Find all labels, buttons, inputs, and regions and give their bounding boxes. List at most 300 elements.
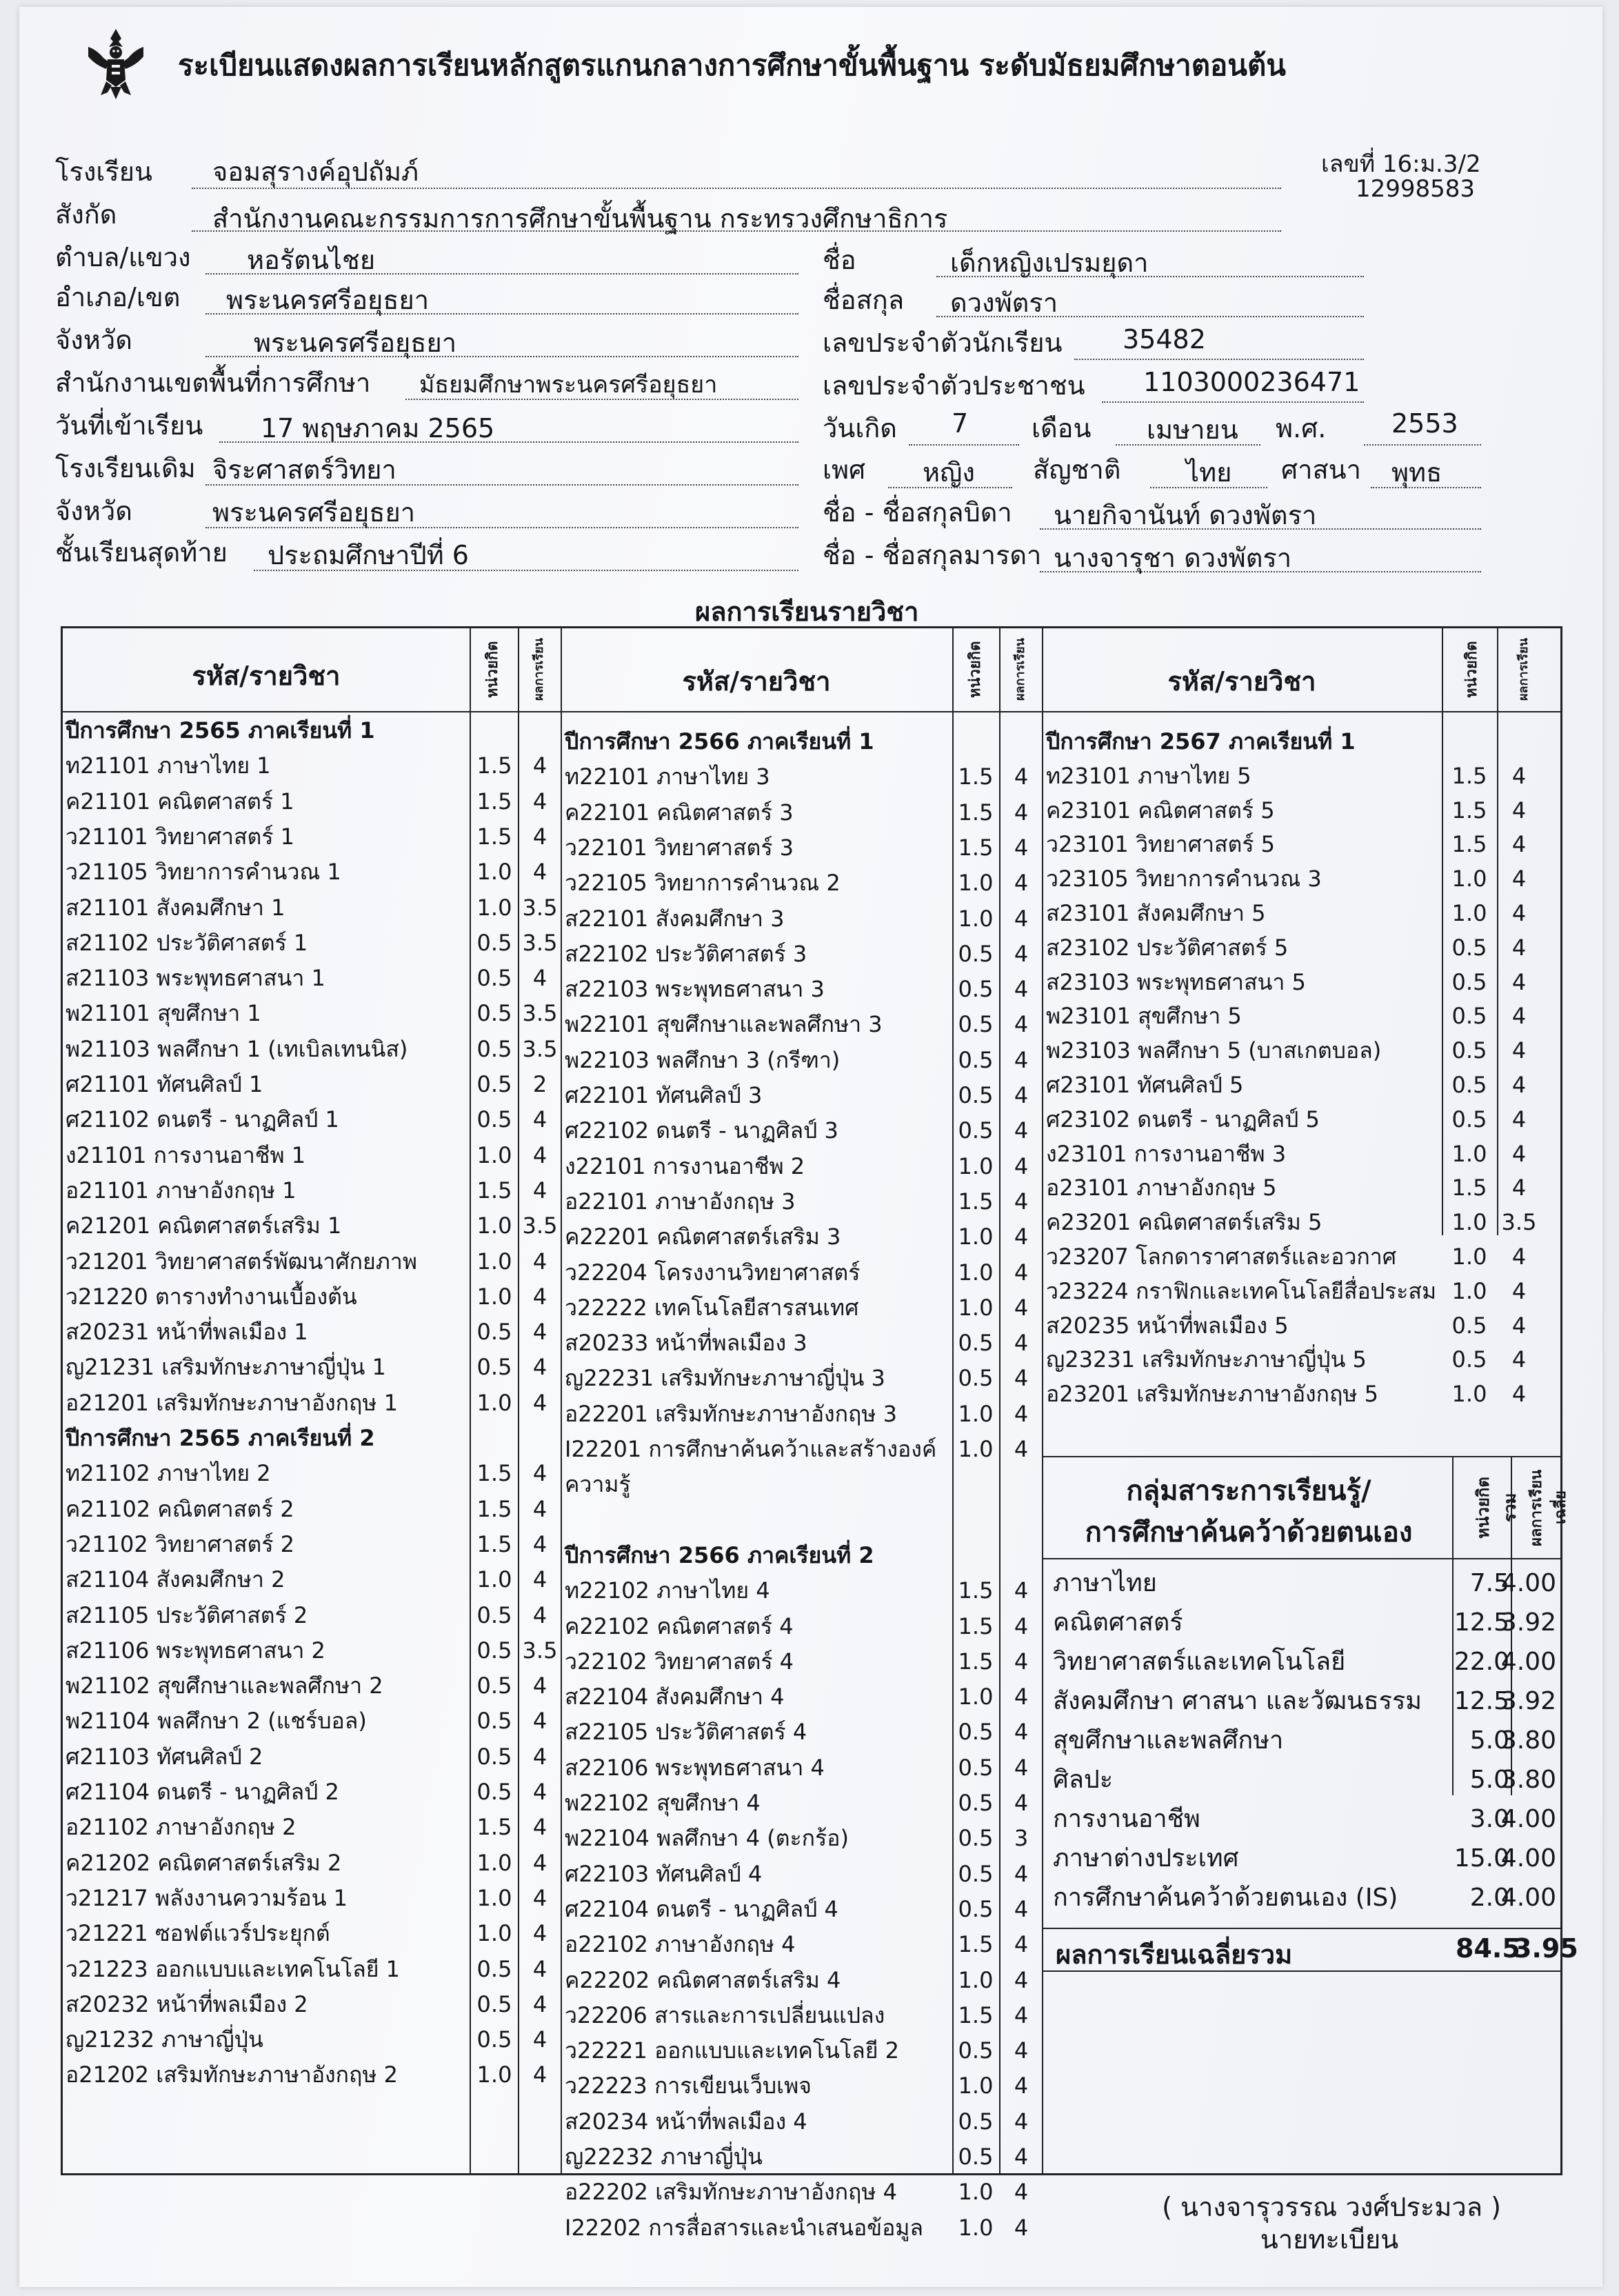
credit-value: 0.5 <box>476 1990 512 2017</box>
grade-value: 4 <box>1014 1330 1029 1357</box>
subject-name: ว22101 วิทยาศาสตร์ 3 <box>565 834 794 861</box>
grade-value: 4 <box>532 1601 547 1628</box>
grade-value: 4 <box>532 1106 547 1133</box>
grade-value: 4 <box>532 1530 547 1557</box>
subject-name: ส21102 ประวัติศาสตร์ 1 <box>66 929 308 956</box>
grade-value: 4 <box>532 1779 547 1805</box>
subject-name: ค22201 คณิตศาสตร์เสริม 3 <box>565 1224 841 1250</box>
grade-value: 4 <box>532 859 547 886</box>
grade-value: 4 <box>1014 1684 1029 1710</box>
subject-row <box>565 2175 1042 2208</box>
district-value: พระนครศรีอยุธยา <box>226 285 430 315</box>
credit-value: 0.5 <box>1451 1106 1487 1132</box>
credit-value: 0.5 <box>476 1637 512 1664</box>
subject-name: ค22102 คณิตศาสตร์ 4 <box>565 1613 794 1639</box>
subject-row <box>565 831 1042 864</box>
credit-value: 1.5 <box>958 1931 994 1958</box>
subject-name: ส22105 ประวัติศาสตร์ 4 <box>565 1719 807 1746</box>
grade-value: 4 <box>1014 1577 1029 1604</box>
subject-row <box>66 749 561 782</box>
subject-row <box>565 1610 1042 1643</box>
grade-value: 4 <box>532 2026 547 2053</box>
grade-value: 3.5 <box>522 1637 558 1664</box>
subject-name: พ23103 พลศึกษา 5 (บาสเกตบอล) <box>1046 1037 1382 1064</box>
nationality-value: ไทย <box>1186 457 1232 488</box>
credit-value: 0.5 <box>958 1790 994 1816</box>
groups-credit-header: หน่วยกิตรวม <box>1474 1477 1520 1539</box>
semester-heading: ปีการศึกษา 2567 ภาคเรียนที่ 1 <box>1046 728 1356 755</box>
grade-value: 4 <box>532 1354 547 1381</box>
subject-name: ศ22103 ทัศนศิลป์ 4 <box>565 1860 763 1887</box>
subject-row <box>66 2023 561 2056</box>
subject-name: ง23101 การงานอาชีพ 3 <box>1046 1140 1287 1167</box>
group-average: 4.00 <box>1500 1569 1556 1597</box>
subject-row <box>66 1457 561 1490</box>
grade-value: 4 <box>532 1708 547 1735</box>
subject-row <box>66 1386 561 1419</box>
group-row <box>1053 1761 1556 1799</box>
subject-name: ท22102 ภาษาไทย 4 <box>565 1577 770 1604</box>
credit-value: 0.5 <box>958 2037 994 2064</box>
group-credit: 12.5 <box>1454 1608 1509 1637</box>
grade-value: 4 <box>532 788 547 815</box>
subject-row <box>565 1786 1042 1819</box>
subject-row <box>66 2058 561 2091</box>
garuda-emblem <box>83 26 149 102</box>
subject-row <box>66 891 561 924</box>
subject-name: ว21102 วิทยาศาสตร์ 2 <box>66 1530 295 1557</box>
subject-row <box>66 1988 561 2021</box>
subject-row <box>66 1563 561 1596</box>
credit-value: 1.5 <box>958 1188 994 1215</box>
credit-value: 1.0 <box>476 1212 512 1239</box>
credit-value: 0.5 <box>1451 1072 1487 1098</box>
subject-name: ศ21101 ทัศนศิลป์ 1 <box>66 1071 263 1097</box>
subject-name: อ21102 ภาษาอังกฤษ 2 <box>66 1814 296 1841</box>
subject-row <box>1046 1343 1540 1376</box>
grade-value: 4 <box>1014 2073 1029 2099</box>
affiliation-value: สำนักงานคณะกรรมการการศึกษาขั้นพื้นฐาน กระทรวงศึกษาธิการ <box>212 203 948 234</box>
group-name: ภาษาต่างประเทศ <box>1053 1844 1239 1873</box>
grade-value: 4 <box>1014 2144 1029 2170</box>
subject-name: ญ21232 ภาษาญี่ปุ่น <box>66 2026 263 2053</box>
grade-value: 4 <box>1014 2179 1029 2206</box>
serial-number: 12998583 <box>1356 175 1476 203</box>
subject-name: พ21102 สุขศึกษาและพลศึกษา 2 <box>66 1673 383 1699</box>
grade-value: 4 <box>1014 1152 1029 1179</box>
birth-year-value: 2553 <box>1391 408 1458 439</box>
subject-row <box>66 1810 561 1844</box>
name-label: ชื่อ <box>823 245 856 275</box>
credit-value: 1.5 <box>476 752 512 779</box>
subject-name: ว21101 วิทยาศาสตร์ 1 <box>66 823 295 850</box>
group-credit: 22.0 <box>1454 1648 1509 1676</box>
grade-value: 4 <box>1014 2108 1029 2135</box>
credit-value: 1.0 <box>476 1389 512 1416</box>
subject-row <box>1046 1068 1540 1101</box>
group-name: วิทยาศาสตร์และเทคโนโลยี <box>1053 1648 1346 1676</box>
prev-school-value: จิระศาสตร์วิทยา <box>212 455 396 485</box>
credit-value: 1.0 <box>1451 1209 1487 1236</box>
subject-row <box>565 937 1042 970</box>
grade-value: 4 <box>1511 1175 1527 1201</box>
total-average: 3.95 <box>1514 1933 1578 1964</box>
credit-value: 0.5 <box>958 1860 994 1887</box>
grade-value: 4 <box>532 1495 547 1522</box>
subject-row <box>1046 725 1540 758</box>
subject-row <box>565 1999 1042 2032</box>
registrar-role: นายทะเบียน <box>1260 2224 1399 2255</box>
subject-name: ค21102 คณิตศาสตร์ 2 <box>66 1495 294 1522</box>
subject-row <box>66 1103 561 1136</box>
credit-value: 1.0 <box>958 1224 994 1250</box>
credit-value: 1.5 <box>1451 762 1487 789</box>
subject-row <box>66 1280 561 1313</box>
credit-value: 1.5 <box>1451 1175 1487 1201</box>
subject-name: ญ22232 ภาษาญี่ปุ่น <box>565 2144 763 2170</box>
subject-row <box>66 1704 561 1737</box>
mother-label: ชื่อ - ชื่อสกุลมารดา <box>823 540 1042 570</box>
subject-name: ว21105 วิทยาการคำนวณ 1 <box>66 859 341 886</box>
subject-name: ว23207 โลกดาราศาสตร์และอวกาศ <box>1046 1244 1397 1270</box>
credit-value: 0.5 <box>1451 1037 1487 1064</box>
credit-value: 1.0 <box>476 1884 512 1911</box>
credit-value: 0.5 <box>476 1071 512 1097</box>
subject-name: ท21102 ภาษาไทย 2 <box>66 1460 271 1487</box>
group-average: 3.80 <box>1500 1766 1556 1794</box>
credit-value: 1.0 <box>476 859 512 886</box>
grade-value: 4 <box>1014 2001 1029 2028</box>
subject-row <box>1046 1240 1540 1273</box>
subject-row <box>66 1528 561 1561</box>
credit-value: 0.5 <box>958 1330 994 1357</box>
credit-value: 1.0 <box>958 2179 994 2206</box>
group-credit: 5.0 <box>1469 1726 1509 1755</box>
registrar-name: ( นางจารุวรรณ วงศ์ประมวล ) <box>1162 2192 1501 2222</box>
birth-day-label: วันเกิด <box>823 413 897 443</box>
credit-value: 1.0 <box>958 1152 994 1179</box>
subject-name: ศ23101 ทัศนศิลป์ 5 <box>1046 1072 1244 1098</box>
grade-value: 4 <box>1511 1140 1527 1167</box>
sex-value: หญิง <box>923 457 975 488</box>
subject-row <box>1046 1377 1540 1410</box>
subject-row <box>565 1504 1042 1537</box>
subject-row <box>66 961 561 995</box>
group-credit: 7.5 <box>1469 1569 1509 1597</box>
document-number: เลขที่ 16:ม.3/2 <box>1321 150 1481 178</box>
nationality-label: สัญชาติ <box>1033 455 1121 485</box>
subject-name: ส22106 พระพุทธศาสนา 4 <box>565 1754 825 1781</box>
grade-value: 4 <box>1014 1931 1029 1958</box>
subject-name: ว22204 โครงงานวิทยาศาสตร์ <box>565 1259 861 1286</box>
grade-value: 4 <box>532 1849 547 1876</box>
credit-value: 1.5 <box>958 1648 994 1675</box>
group-credit: 5.0 <box>1469 1766 1509 1794</box>
credit-value: 0.5 <box>476 1673 512 1699</box>
subject-name: พ22103 พลศึกษา 3 (กรีฑา) <box>565 1046 841 1073</box>
grade-value: 4 <box>1511 1312 1527 1339</box>
subject-name: ว22102 วิทยาศาสตร์ 4 <box>565 1648 794 1675</box>
subject-row <box>565 1361 1042 1395</box>
school-value: จอมสุรางค์อุปถัมภ์ <box>212 157 419 187</box>
subject-name: ค21202 คณิตศาสตร์เสริม 2 <box>66 1849 342 1876</box>
grade-value: 4 <box>1511 1244 1527 1270</box>
subject-name: อ21202 เสริมทักษะภาษาอังกฤษ 2 <box>66 2062 399 2088</box>
groups-title-line2: การศึกษาค้นคว้าด้วยตนเอง <box>1085 1517 1413 1548</box>
subject-name: อ22102 ภาษาอังกฤษ 4 <box>565 1931 796 1958</box>
grade-value: 4 <box>1014 1895 1029 1922</box>
group-credit: 12.5 <box>1454 1687 1509 1715</box>
credit-value: 1.5 <box>476 1460 512 1487</box>
subject-name: อ23101 ภาษาอังกฤษ 5 <box>1046 1175 1277 1201</box>
group-average: 4.00 <box>1500 1884 1556 1912</box>
subject-row <box>565 1964 1042 1997</box>
grade-value: 4 <box>1511 1106 1527 1132</box>
grade-value: 4 <box>1014 1613 1029 1639</box>
group-name: คณิตศาสตร์ <box>1053 1608 1183 1637</box>
grade-value: 3.5 <box>522 929 558 956</box>
grade-value: 4 <box>1014 763 1029 790</box>
subject-name: ส21106 พระพุทธศาสนา 2 <box>66 1637 325 1664</box>
student-id-label: เลขประจำตัวนักเรียน <box>823 328 1063 358</box>
group-name: การงานอาชีพ <box>1053 1805 1200 1833</box>
credit-value: 1.5 <box>958 834 994 861</box>
subject-row <box>1046 999 1540 1032</box>
subject-row <box>565 760 1042 793</box>
credit-value: 1.5 <box>476 788 512 815</box>
affiliation-label: สังกัด <box>55 199 117 230</box>
area-office-label: สำนักงานเขตพื้นที่การศึกษา <box>55 368 371 398</box>
subject-row <box>66 1881 561 1915</box>
grade-value: 4 <box>532 1673 547 1699</box>
credit-value: 0.5 <box>958 1719 994 1746</box>
subject-row <box>1046 1034 1540 1067</box>
subject-row <box>1046 759 1540 792</box>
credit-value: 0.5 <box>958 940 994 967</box>
credit-value: 1.5 <box>476 823 512 850</box>
credit-value: 1.0 <box>1451 866 1487 892</box>
grade-value: 4 <box>532 752 547 779</box>
subject-row <box>565 1574 1042 1607</box>
religion-label: ศาสนา <box>1281 455 1361 485</box>
grade-value: 3.5 <box>1501 1209 1537 1236</box>
subject-name: พ23101 สุขศึกษา 5 <box>1046 1003 1242 1030</box>
grade-value: 4 <box>1014 1011 1029 1038</box>
grade-value: 4 <box>1014 1400 1029 1427</box>
credit-value: 0.5 <box>958 1754 994 1781</box>
subject-name: ส23101 สังคมศึกษา 5 <box>1046 900 1266 926</box>
grade-value: 4 <box>1014 1860 1029 1887</box>
subject-row <box>565 2034 1042 2067</box>
credit-value: 0.5 <box>958 1046 994 1073</box>
grade-value: 4 <box>532 1283 547 1310</box>
grade-value: 4 <box>532 1177 547 1204</box>
subject-row <box>565 1645 1042 1678</box>
grade-value: 4 <box>1014 940 1029 967</box>
subject-name: ศ22102 ดนตรี - นาฏศิลป์ 3 <box>565 1117 838 1144</box>
grade-value: 4 <box>1511 968 1527 995</box>
subject-name: พ22104 พลศึกษา 4 (ตะกร้อ) <box>565 1825 849 1852</box>
subject-name: อ21201 เสริมทักษะภาษาอังกฤษ 1 <box>66 1389 399 1416</box>
subject-row <box>1046 897 1540 930</box>
credit-value: 0.5 <box>476 1035 512 1062</box>
grade-value: 4 <box>532 1990 547 2017</box>
credit-value: 1.5 <box>958 799 994 826</box>
subject-name: I22201 การศึกษาค้นคว้าและสร้างองค์ <box>565 1436 937 1462</box>
subject-row <box>1046 1171 1540 1204</box>
subject-name: ศ21103 ทัศนศิลป์ 2 <box>66 1743 263 1770</box>
credit-value: 1.0 <box>476 1248 512 1275</box>
subject-row <box>66 1174 561 1207</box>
grade-value: 4 <box>1014 1719 1029 1746</box>
subject-name: ว23105 วิทยาการคำนวณ 3 <box>1046 866 1322 892</box>
credit-value: 1.5 <box>958 1613 994 1639</box>
grade-value: 4 <box>1014 1259 1029 1286</box>
credit-value: 0.5 <box>1451 968 1487 995</box>
grade-value: 4 <box>532 1460 547 1487</box>
grade-value: 4 <box>1014 799 1029 826</box>
subject-name: ค22202 คณิตศาสตร์เสริม 4 <box>565 1966 841 1993</box>
credit-value: 0.5 <box>476 2026 512 2053</box>
subject-row <box>565 2211 1042 2244</box>
prev-school-label: โรงเรียนเดิม <box>55 453 196 483</box>
group-name: ศิลปะ <box>1053 1766 1114 1794</box>
subject-row <box>1046 1103 1540 1136</box>
subject-name: I22202 การสื่อสารและนำเสนอข้อมูล <box>565 2214 923 2241</box>
subject-name: ว21220 ตารางทำงานเบื้องต้น <box>66 1283 357 1310</box>
grade-value: 3.5 <box>522 1212 558 1239</box>
grade-value: 4 <box>1511 866 1527 892</box>
subject-row <box>565 1008 1042 1041</box>
credit-value: 1.0 <box>958 2214 994 2241</box>
subject-name: อ22202 เสริมทักษะภาษาอังกฤษ 4 <box>565 2179 898 2206</box>
subject-name: ส21101 สังคมศึกษา 1 <box>66 894 285 921</box>
grade-value: 4 <box>1014 2214 1029 2241</box>
subject-name: ศ22104 ดนตรี - นาฏศิลป์ 4 <box>565 1895 838 1922</box>
subject-row <box>66 1315 561 1348</box>
credit-value: 1.0 <box>958 1259 994 1286</box>
credit-value: 1.0 <box>476 2062 512 2088</box>
subject-row <box>565 1150 1042 1183</box>
subject-name: ศ21104 ดนตรี - นาฏศิลป์ 2 <box>66 1779 339 1805</box>
subject-row <box>66 820 561 853</box>
subject-row <box>66 1917 561 1950</box>
subject-row <box>66 1421 561 1455</box>
credit-header-1: หน่วยกิต <box>484 641 501 699</box>
grade-value: 4 <box>1014 1082 1029 1108</box>
credit-value: 1.0 <box>1451 1381 1487 1408</box>
area-office-value: มัธยมศึกษาพระนครศรีอยุธยา <box>419 371 718 399</box>
subject-row <box>66 1846 561 1879</box>
subject-row <box>565 1539 1042 1572</box>
birth-month-label: เดือน <box>1032 413 1092 443</box>
subject-row <box>565 1114 1042 1147</box>
total-credit: 84.5 <box>1456 1933 1520 1964</box>
subject-row <box>565 1857 1042 1890</box>
credit-value: 0.5 <box>1451 1312 1487 1339</box>
subject-name: ว22223 การเขียนเว็บเพจ <box>565 2073 812 2099</box>
subject-row <box>1046 1206 1540 1239</box>
credit-value: 0.5 <box>958 1117 994 1144</box>
grade-value: 4 <box>532 1920 547 1947</box>
subject-row <box>565 1044 1042 1077</box>
credit-value: 1.0 <box>958 1294 994 1321</box>
credit-value: 0.5 <box>958 1895 994 1922</box>
grade-value: 4 <box>1014 1648 1029 1675</box>
subject-name: ส22102 ประวัติศาสตร์ 3 <box>565 940 807 967</box>
semester-heading: ปีการศึกษา 2565 ภาคเรียนที่ 2 <box>66 1425 375 1451</box>
credit-value: 0.5 <box>476 1779 512 1805</box>
subject-name: ว22222 เทคโนโลยีสารสนเทศ <box>565 1294 859 1321</box>
grade-value: 4 <box>532 2062 547 2088</box>
subject-header-2: รหัส/รายวิชา <box>682 666 831 697</box>
group-row <box>1053 1840 1556 1877</box>
subject-name: ส23102 ประวัติศาสตร์ 5 <box>1046 934 1289 961</box>
subject-name: พ21104 พลศึกษา 2 (แชร์บอล) <box>66 1708 367 1735</box>
birth-year-label: พ.ศ. <box>1276 413 1327 443</box>
subject-name: ท23101 ภาษาไทย 5 <box>1046 762 1251 789</box>
credit-value: 0.5 <box>958 1365 994 1392</box>
subject-name: ศ22101 ทัศนศิลป์ 3 <box>565 1082 763 1108</box>
grade-value: 4 <box>1014 870 1029 897</box>
subject-row <box>66 1493 561 1526</box>
grade-value: 4 <box>1511 1277 1527 1304</box>
subject-name: ส20232 หน้าที่พลเมือง 2 <box>66 1990 308 2017</box>
grade-value: 4 <box>1014 1046 1029 1073</box>
grade-value: 4 <box>1511 934 1527 961</box>
grade-value: 4 <box>532 1389 547 1416</box>
transcript-document <box>19 7 1602 2287</box>
subject-row <box>66 1032 561 1066</box>
credit-value: 1.0 <box>476 1920 512 1947</box>
grade-value: 4 <box>1511 831 1527 858</box>
subject-header-1: รหัส/รายวิชา <box>192 661 341 691</box>
district-label: อำเภอ/เขต <box>55 282 181 312</box>
grade-header-2: ผลการเรียน <box>1013 638 1027 701</box>
subject-name: อ22201 เสริมทักษะภาษาอังกฤษ 3 <box>565 1400 898 1427</box>
subject-row <box>66 1139 561 1172</box>
credit-value: 0.5 <box>476 1601 512 1628</box>
group-name: ภาษาไทย <box>1053 1569 1157 1597</box>
student-id-value: 35482 <box>1123 324 1206 355</box>
semester-heading: ปีการศึกษา 2566 ภาคเรียนที่ 2 <box>565 1541 874 1568</box>
subject-row <box>565 1185 1042 1218</box>
subject-row <box>565 972 1042 1006</box>
subject-row <box>565 1432 1042 1466</box>
grade-value: 4 <box>532 1319 547 1346</box>
group-row <box>1053 1879 1556 1917</box>
subject-row <box>66 1068 561 1101</box>
subject-row <box>1046 931 1540 964</box>
subject-name: ว22105 วิทยาการคำนวณ 2 <box>565 870 841 897</box>
subject-row <box>1046 1137 1540 1170</box>
grade-value: 4 <box>1511 1037 1527 1064</box>
subject-row <box>66 1634 561 1667</box>
school-label: โรงเรียน <box>55 157 153 187</box>
grade-value: 4 <box>1511 1381 1527 1408</box>
credit-value: 1.5 <box>1451 797 1487 823</box>
subject-row <box>565 1397 1042 1430</box>
surname-label: ชื่อสกุล <box>823 285 905 315</box>
grade-value: 4 <box>1511 1346 1527 1373</box>
grade-value: 3.5 <box>522 1000 558 1027</box>
citizen-id-value: 1103000236471 <box>1143 367 1360 397</box>
group-average: 3.80 <box>1500 1726 1556 1755</box>
credit-value: 0.5 <box>476 1955 512 1982</box>
group-row <box>1053 1683 1556 1720</box>
subject-row <box>1046 828 1540 861</box>
subject-row <box>565 1751 1042 1784</box>
